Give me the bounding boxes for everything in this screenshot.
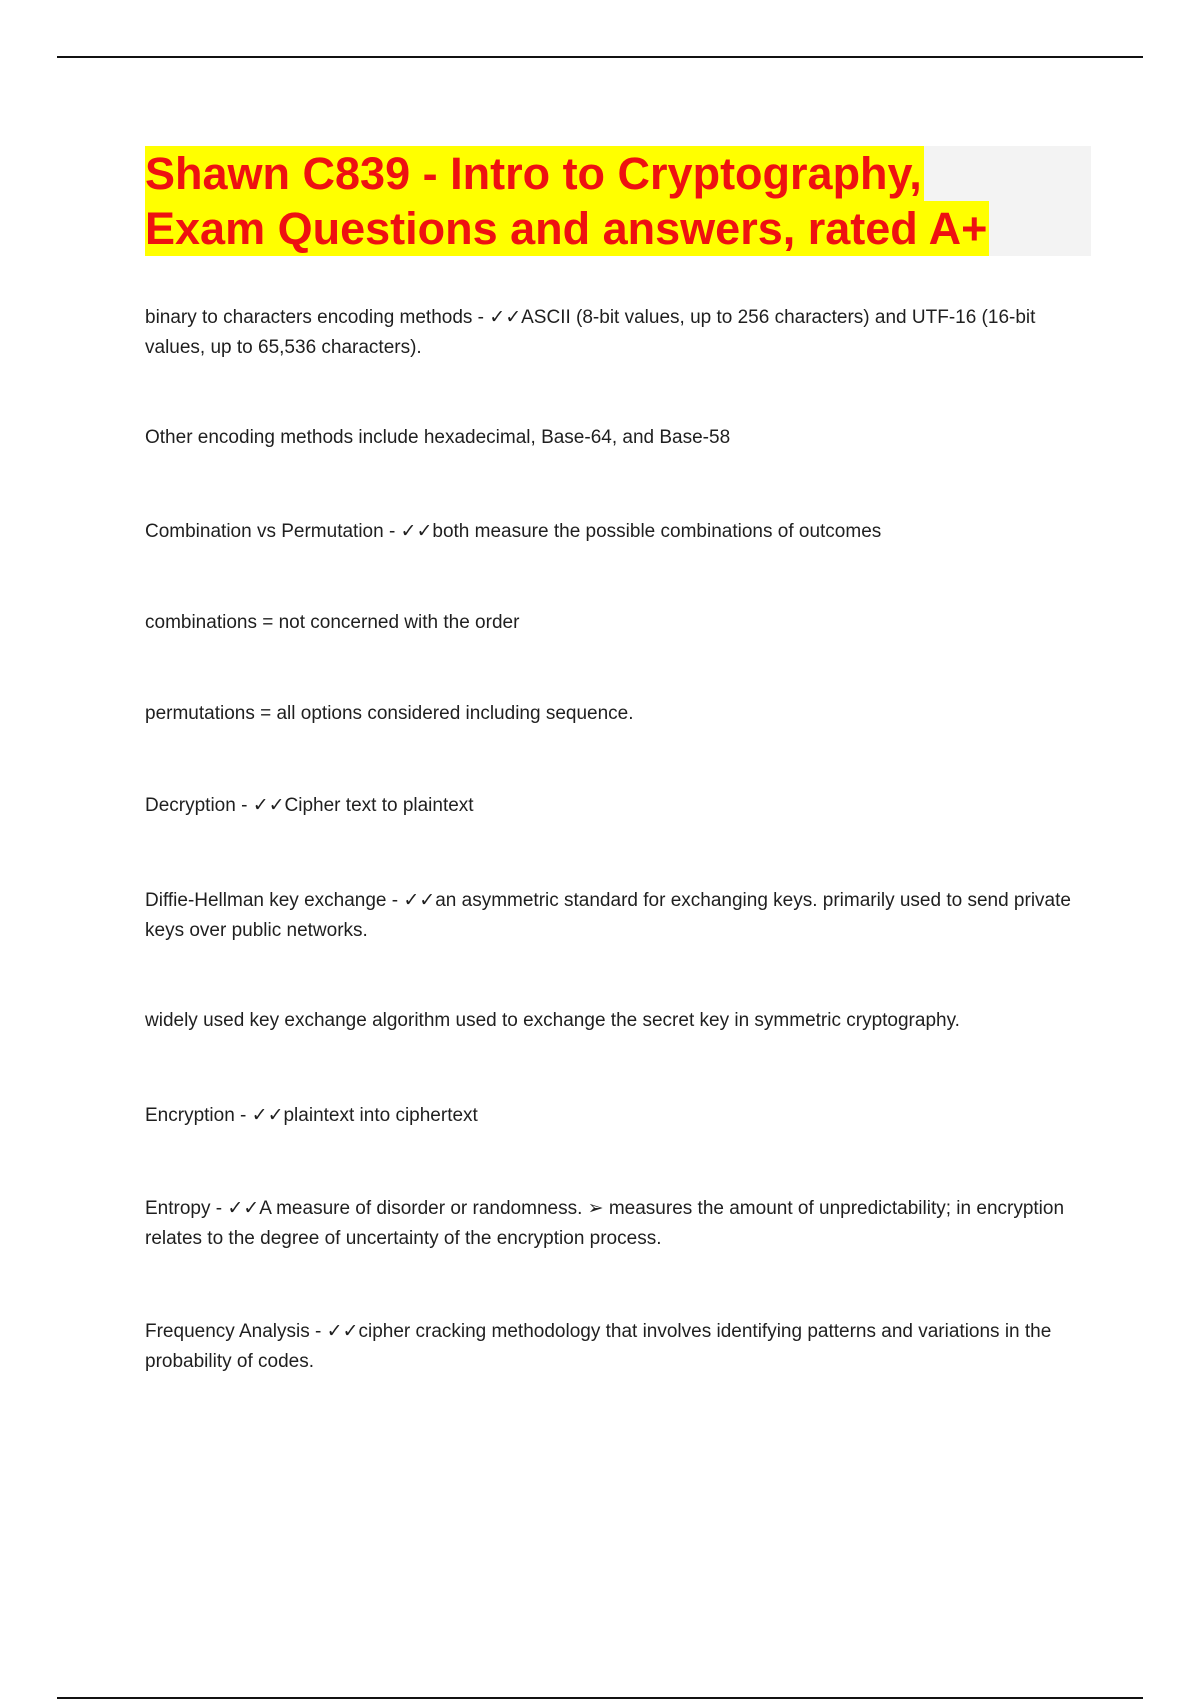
top-rule: [57, 56, 1143, 58]
paragraph-other-encoding: Other encoding methods include hexadecimal, Base-64, and Base-58: [145, 427, 731, 448]
document-title-line-2: Exam Questions and answers, rated A+: [145, 203, 988, 254]
paragraph-key-exchange-algorithm: widely used key exchange algorithm used to exchange the secret key in symmetric cryptography.: [145, 1010, 960, 1031]
paragraph-frequency-analysis: Frequency Analysis - ✓✓cipher cracking methodology that involves identifying patterns and variations in the probability of codes.: [145, 1321, 1052, 1372]
bottom-rule: [57, 1697, 1143, 1699]
paragraph-combination-vs-permutation: Combination vs Permutation - ✓✓both measure the possible combinations of outcomes: [145, 521, 882, 542]
paragraph-diffie-hellman: Diffie-Hellman key exchange - ✓✓an asymmetric standard for exchanging keys. primarily used to send private keys over public networks.: [145, 890, 1071, 941]
paragraph-entropy: Entropy - ✓✓A measure of disorder or randomness. ➢ measures the amount of unpredictability; in encryption relates to the degree of uncertainty of the encryption process.: [145, 1198, 1065, 1249]
paragraph-encoding-methods: binary to characters encoding methods - ✓✓ASCII (8-bit values, up to 256 characters) and UTF-16 (16-bit values, up to 65,536 characters).: [145, 307, 1036, 358]
paragraph-encryption: Encryption - ✓✓plaintext into ciphertext: [145, 1105, 478, 1126]
document-title-line-1: Shawn C839 - Intro to Cryptography,: [145, 148, 922, 199]
paragraph-permutations: permutations = all options considered including sequence.: [145, 703, 634, 724]
paragraph-combinations: combinations = not concerned with the order: [145, 612, 520, 633]
paragraph-decryption: Decryption - ✓✓Cipher text to plaintext: [145, 795, 474, 816]
